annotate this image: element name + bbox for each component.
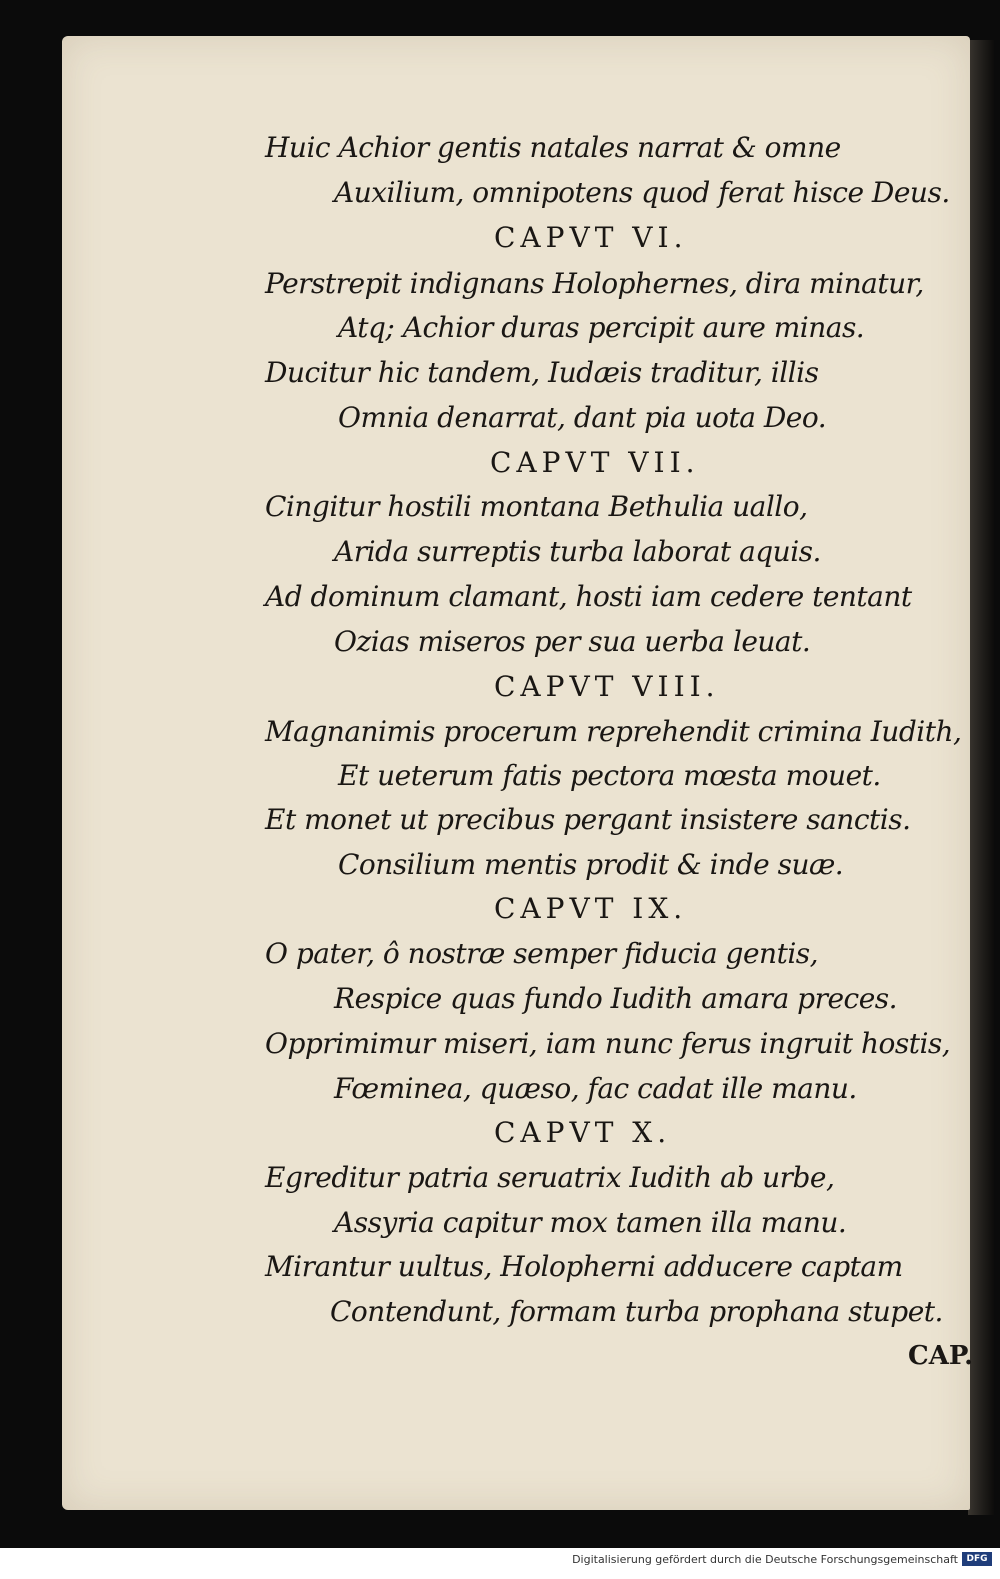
verse-line: Ad dominum clamant, hosti iam cedere tentant xyxy=(265,580,912,613)
verse-line: Huic Achior gentis natales narrat & omne xyxy=(265,131,841,164)
chapter-heading: CAPVT VI. xyxy=(494,221,688,254)
verse-line: Et monet ut precibus pergant insistere sanctis. xyxy=(265,803,911,836)
page-edge xyxy=(968,40,994,1515)
chapter-heading: CAPVT IX. xyxy=(494,892,688,925)
verse-line: Egreditur patria seruatrix Iudith ab urbe, xyxy=(265,1161,835,1194)
verse-line: Magnanimis procerum reprehendit crimina Iudith, xyxy=(265,715,962,748)
verse-line: Opprimimur miseri, iam nunc ferus ingruit hostis, xyxy=(265,1027,951,1060)
chapter-heading: CAPVT X. xyxy=(494,1116,672,1149)
verse-line: Assyria capitur mox tamen illa manu. xyxy=(334,1206,847,1239)
verse-line: Et ueterum fatis pectora mœsta mouet. xyxy=(338,759,881,792)
verse-line: Respice quas fundo Iudith amara preces. xyxy=(334,982,898,1015)
verse-line: Atq; Achior duras percipit aure minas. xyxy=(338,311,865,344)
chapter-heading: CAPVT VIII. xyxy=(494,670,720,703)
verse-line: Omnia denarrat, dant pia uota Deo. xyxy=(338,401,827,434)
verse-line: Auxilium, omnipotens quod ferat hisce Deus. xyxy=(334,176,950,209)
verse-line: Perstrepit indignans Holophernes, dira minatur, xyxy=(265,267,924,300)
verse-line: Contendunt, formam turba prophana stupet. xyxy=(330,1295,943,1328)
catchword: CAP. xyxy=(908,1341,974,1371)
verse-line: Mirantur uultus, Holopherni adducere captam xyxy=(265,1250,903,1283)
verse-line: Ducitur hic tandem, Iudæis traditur, illis xyxy=(265,356,819,389)
dfg-logo[interactable]: DFG xyxy=(962,1552,992,1566)
verse-line: Consilium mentis prodit & inde suæ. xyxy=(338,848,844,881)
chapter-heading: CAPVT VII. xyxy=(490,446,700,479)
verse-line: Arida surreptis turba laborat aquis. xyxy=(334,535,821,568)
verse-line: Fœminea, quæso, fac cadat ille manu. xyxy=(334,1072,857,1105)
verse-line: Cingitur hostili montana Bethulia uallo, xyxy=(265,490,808,523)
footer-credit: Digitalisierung gefördert durch die Deutsche Forschungsgemeinschaft xyxy=(572,1553,958,1566)
verse-line: O pater, ô nostræ semper fiducia gentis, xyxy=(265,937,819,970)
verse-line: Ozias miseros per sua uerba leuat. xyxy=(334,625,811,658)
